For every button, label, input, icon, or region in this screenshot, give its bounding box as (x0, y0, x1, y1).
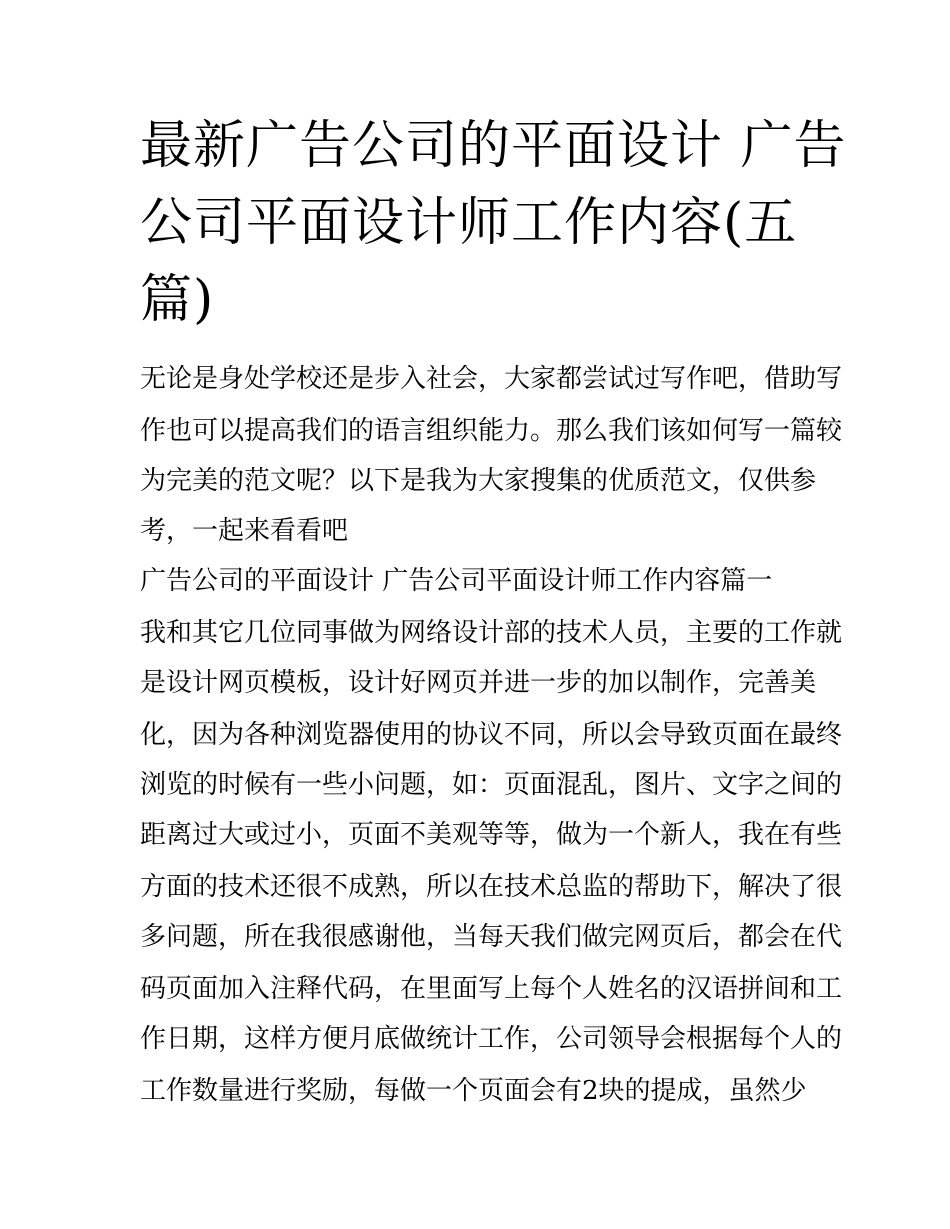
paragraph-line: 多问题，所在我很感谢他，当每天我们做完网页后，都会在代 (140, 922, 843, 952)
document-title-line-2: 公司平面设计师工作内容(五 (140, 193, 798, 253)
document-title-line-1: 最新广告公司的平面设计 广告 (140, 116, 847, 176)
paragraph-line: 我和其它几位同事做为网络设计部的技术人员，主要的工作就 (140, 618, 843, 648)
paragraph-line: 方面的技术还很不成熟，所以在技术总监的帮助下，解决了很 (140, 872, 843, 902)
section-heading: 广告公司的平面设计 广告公司平面设计师工作内容篇一 (140, 566, 773, 596)
paragraph-line: 考，一起来看看吧 (140, 516, 349, 546)
paragraph-line: 浏览的时候有一些小问题，如：页面混乱，图片、文字之间的 (140, 770, 843, 800)
paragraph-line: 作也可以提高我们的语言组织能力。那么我们该如何写一篇较 (140, 416, 843, 446)
paragraph-line: 工作数量进行奖励，每做一个页面会有2块的提成，虽然少 (140, 1076, 807, 1106)
paragraph-line: 码页面加入注释代码，在里面写上每个人姓名的汉语拼间和工 (140, 974, 843, 1004)
paragraph-line: 作日期，这样方便月底做统计工作，公司领导会根据每个人的 (140, 1024, 843, 1054)
paragraph-line: 为完美的范文呢？以下是我为大家搜集的优质范文，仅供参 (140, 466, 817, 496)
paragraph-line: 是设计网页模板，设计好网页并进一步的加以制作，完善美 (140, 668, 817, 698)
document-title-line-3: 篇) (140, 270, 215, 330)
paragraph-line: 化，因为各种浏览器使用的协议不同，所以会导致页面在最终 (140, 720, 843, 750)
paragraph-line: 距离过大或过小，页面不美观等等，做为一个新人，我在有些 (140, 820, 843, 850)
paragraph-line: 无论是身处学校还是步入社会，大家都尝试过写作吧，借助写 (140, 364, 843, 394)
